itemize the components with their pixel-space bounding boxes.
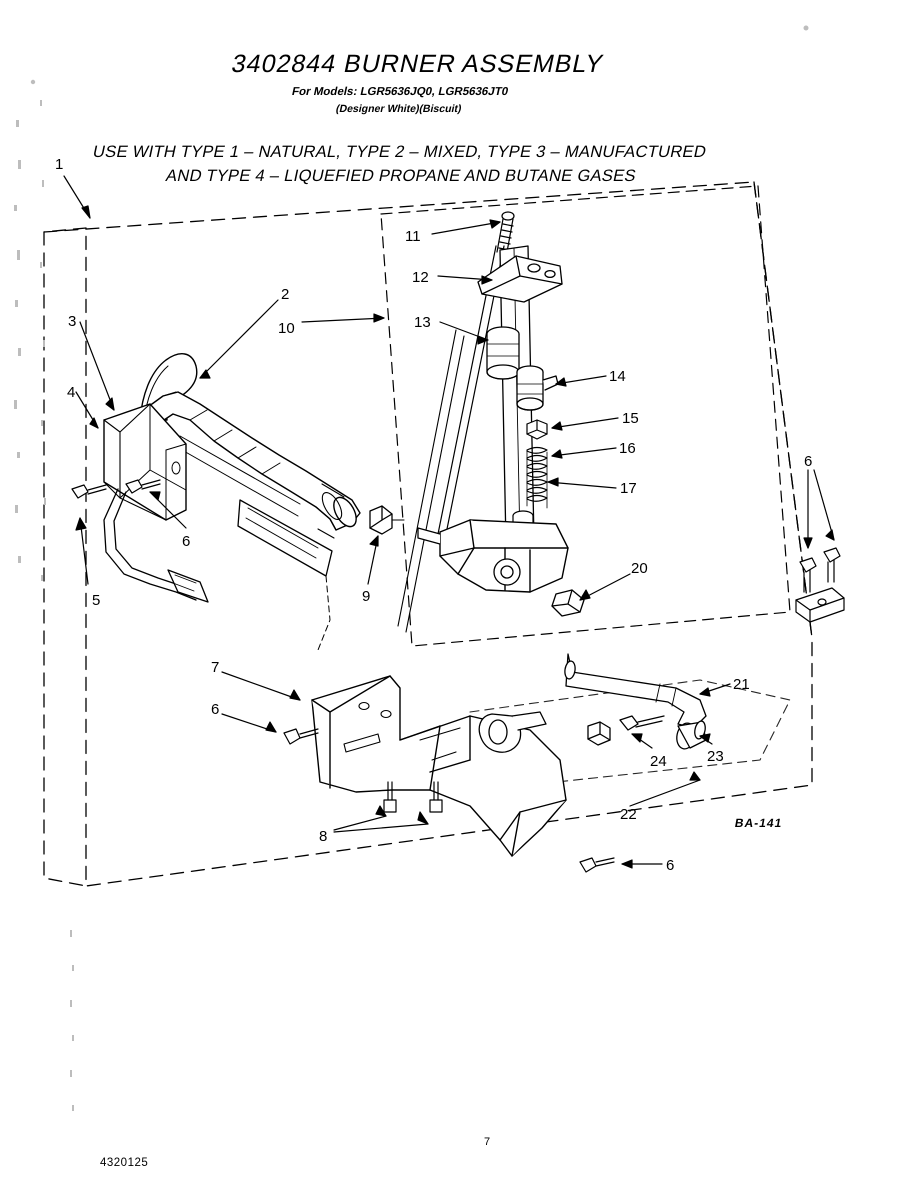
callout-5: 5	[92, 592, 101, 609]
callout-23: 23	[707, 748, 724, 765]
callout-24: 24	[650, 753, 667, 770]
callout-15: 15	[622, 410, 639, 427]
callout-6-base: 6	[211, 701, 220, 718]
sheet-code: BA-141	[733, 816, 784, 830]
callout-10: 10	[278, 320, 295, 337]
callout-4: 4	[67, 384, 76, 401]
callout-9: 9	[362, 588, 371, 605]
document-number: 4320125	[100, 1157, 149, 1169]
callout-6-bottom: 6	[666, 857, 675, 874]
callout-14: 14	[609, 368, 626, 385]
callout-1: 1	[55, 156, 64, 173]
callout-13: 13	[414, 314, 431, 331]
callout-6-bracket: 6	[182, 533, 191, 550]
gas-type-line-2: AND TYPE 4 – LIQUEFIED PROPANE AND BUTANE GASES	[164, 167, 638, 185]
callout-17: 17	[620, 480, 637, 497]
finish-line: (Designer White)(Biscuit)	[334, 103, 463, 115]
callout-7: 7	[211, 659, 220, 676]
callout-21: 21	[733, 676, 750, 693]
callout-2: 2	[281, 286, 290, 303]
callout-11: 11	[405, 228, 421, 245]
models-line: For Models: LGR5636JQ0, LGR5636JT0	[290, 86, 510, 98]
callout-20: 20	[631, 560, 648, 577]
gas-type-line-1: USE WITH TYPE 1 – NATURAL, TYPE 2 – MIXED, TYPE 3 – MANUFACTURED	[91, 143, 709, 161]
page-title: 3402844 BURNER ASSEMBLY	[229, 50, 607, 78]
page-number: 7	[484, 1136, 491, 1148]
callout-12: 12	[412, 269, 429, 286]
callout-22: 22	[620, 806, 637, 823]
callout-16: 16	[619, 440, 636, 457]
callout-6-right: 6	[804, 453, 813, 470]
callout-8: 8	[319, 828, 328, 845]
callout-3: 3	[68, 313, 77, 330]
